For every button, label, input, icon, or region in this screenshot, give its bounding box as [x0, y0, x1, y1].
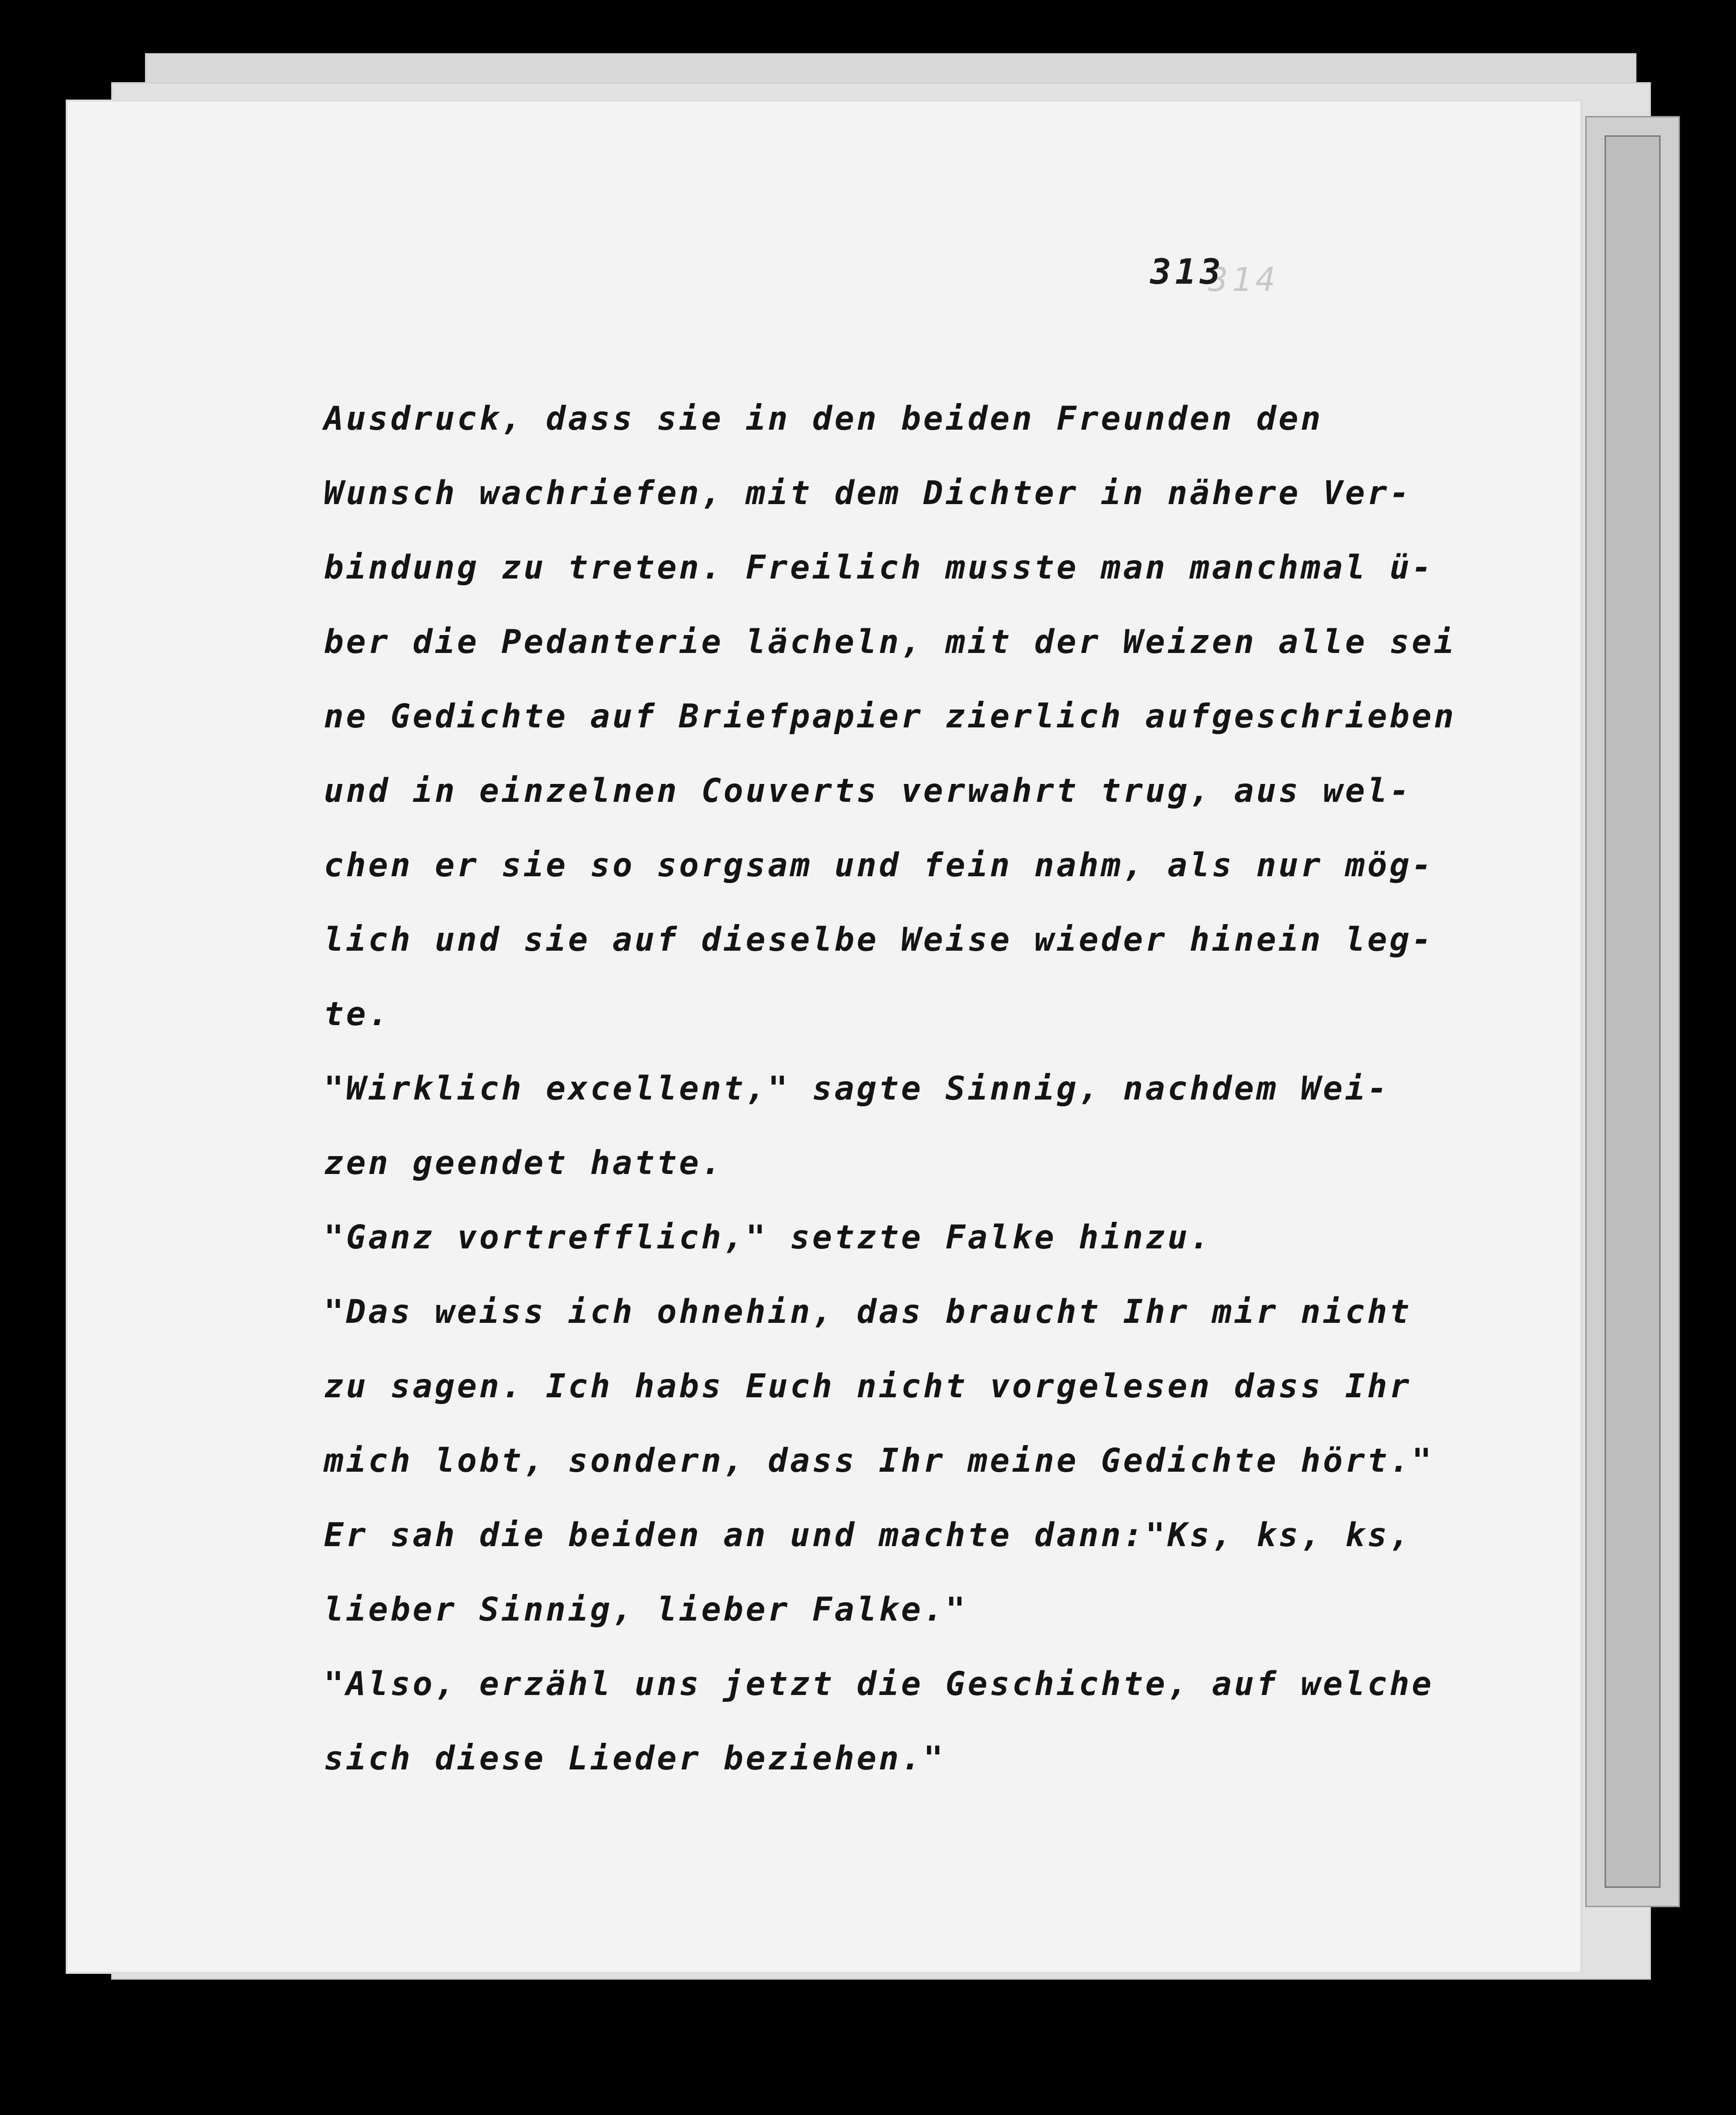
text-line: Wunsch wachriefen, mit dem Dichter in nähere Ver-: [324, 474, 1412, 512]
text-line: ber die Pedanterie lächeln, mit der Weizen alle sei: [324, 623, 1456, 661]
text-line: ne Gedichte auf Briefpapier zierlich aufgeschrieben: [324, 697, 1456, 736]
text-line: te.: [324, 995, 391, 1033]
text-line: mich lobt, sondern, dass Ihr meine Gedichte hört.": [324, 1442, 1434, 1480]
paper-stack-edge-dark: [1605, 135, 1661, 1888]
text-line: lich und sie auf dieselbe Weise wieder hinein leg-: [324, 921, 1434, 959]
text-line: lieber Sinnig, lieber Falke.": [324, 1591, 968, 1629]
text-line: Er sah die beiden an und machte dann:"Ks, ks, ks,: [324, 1516, 1412, 1554]
text-line: "Ganz vortrefflich," setzte Falke hinzu.: [324, 1218, 1212, 1257]
text-line: chen er sie so sorgsam und fein nahm, als nur mög-: [324, 846, 1434, 884]
text-line: "Also, erzähl uns jetzt die Geschichte, auf welche: [324, 1665, 1434, 1703]
text-line: bindung zu treten. Freilich musste man manchmal ü-: [324, 549, 1434, 587]
text-line: Ausdruck, dass sie in den beiden Freunden den: [324, 400, 1323, 438]
text-line: "Wirklich excellent," sagte Sinnig, nachdem Wei-: [324, 1070, 1390, 1108]
typewritten-text: [324, 382, 1513, 1796]
text-line: zen geendet hatte.: [324, 1144, 723, 1182]
bleed-through-page-number: 314: [1208, 261, 1279, 299]
page-number: 313: [1150, 251, 1225, 292]
text-line: zu sagen. Ich habs Euch nicht vorgelesen dass Ihr: [324, 1367, 1412, 1405]
text-line: "Das weiss ich ohnehin, das braucht Ihr mir nicht: [324, 1293, 1412, 1331]
text-line: sich diese Lieder beziehen.": [324, 1739, 946, 1778]
text-line: und in einzelnen Couverts verwahrt trug, aus wel-: [324, 772, 1412, 810]
